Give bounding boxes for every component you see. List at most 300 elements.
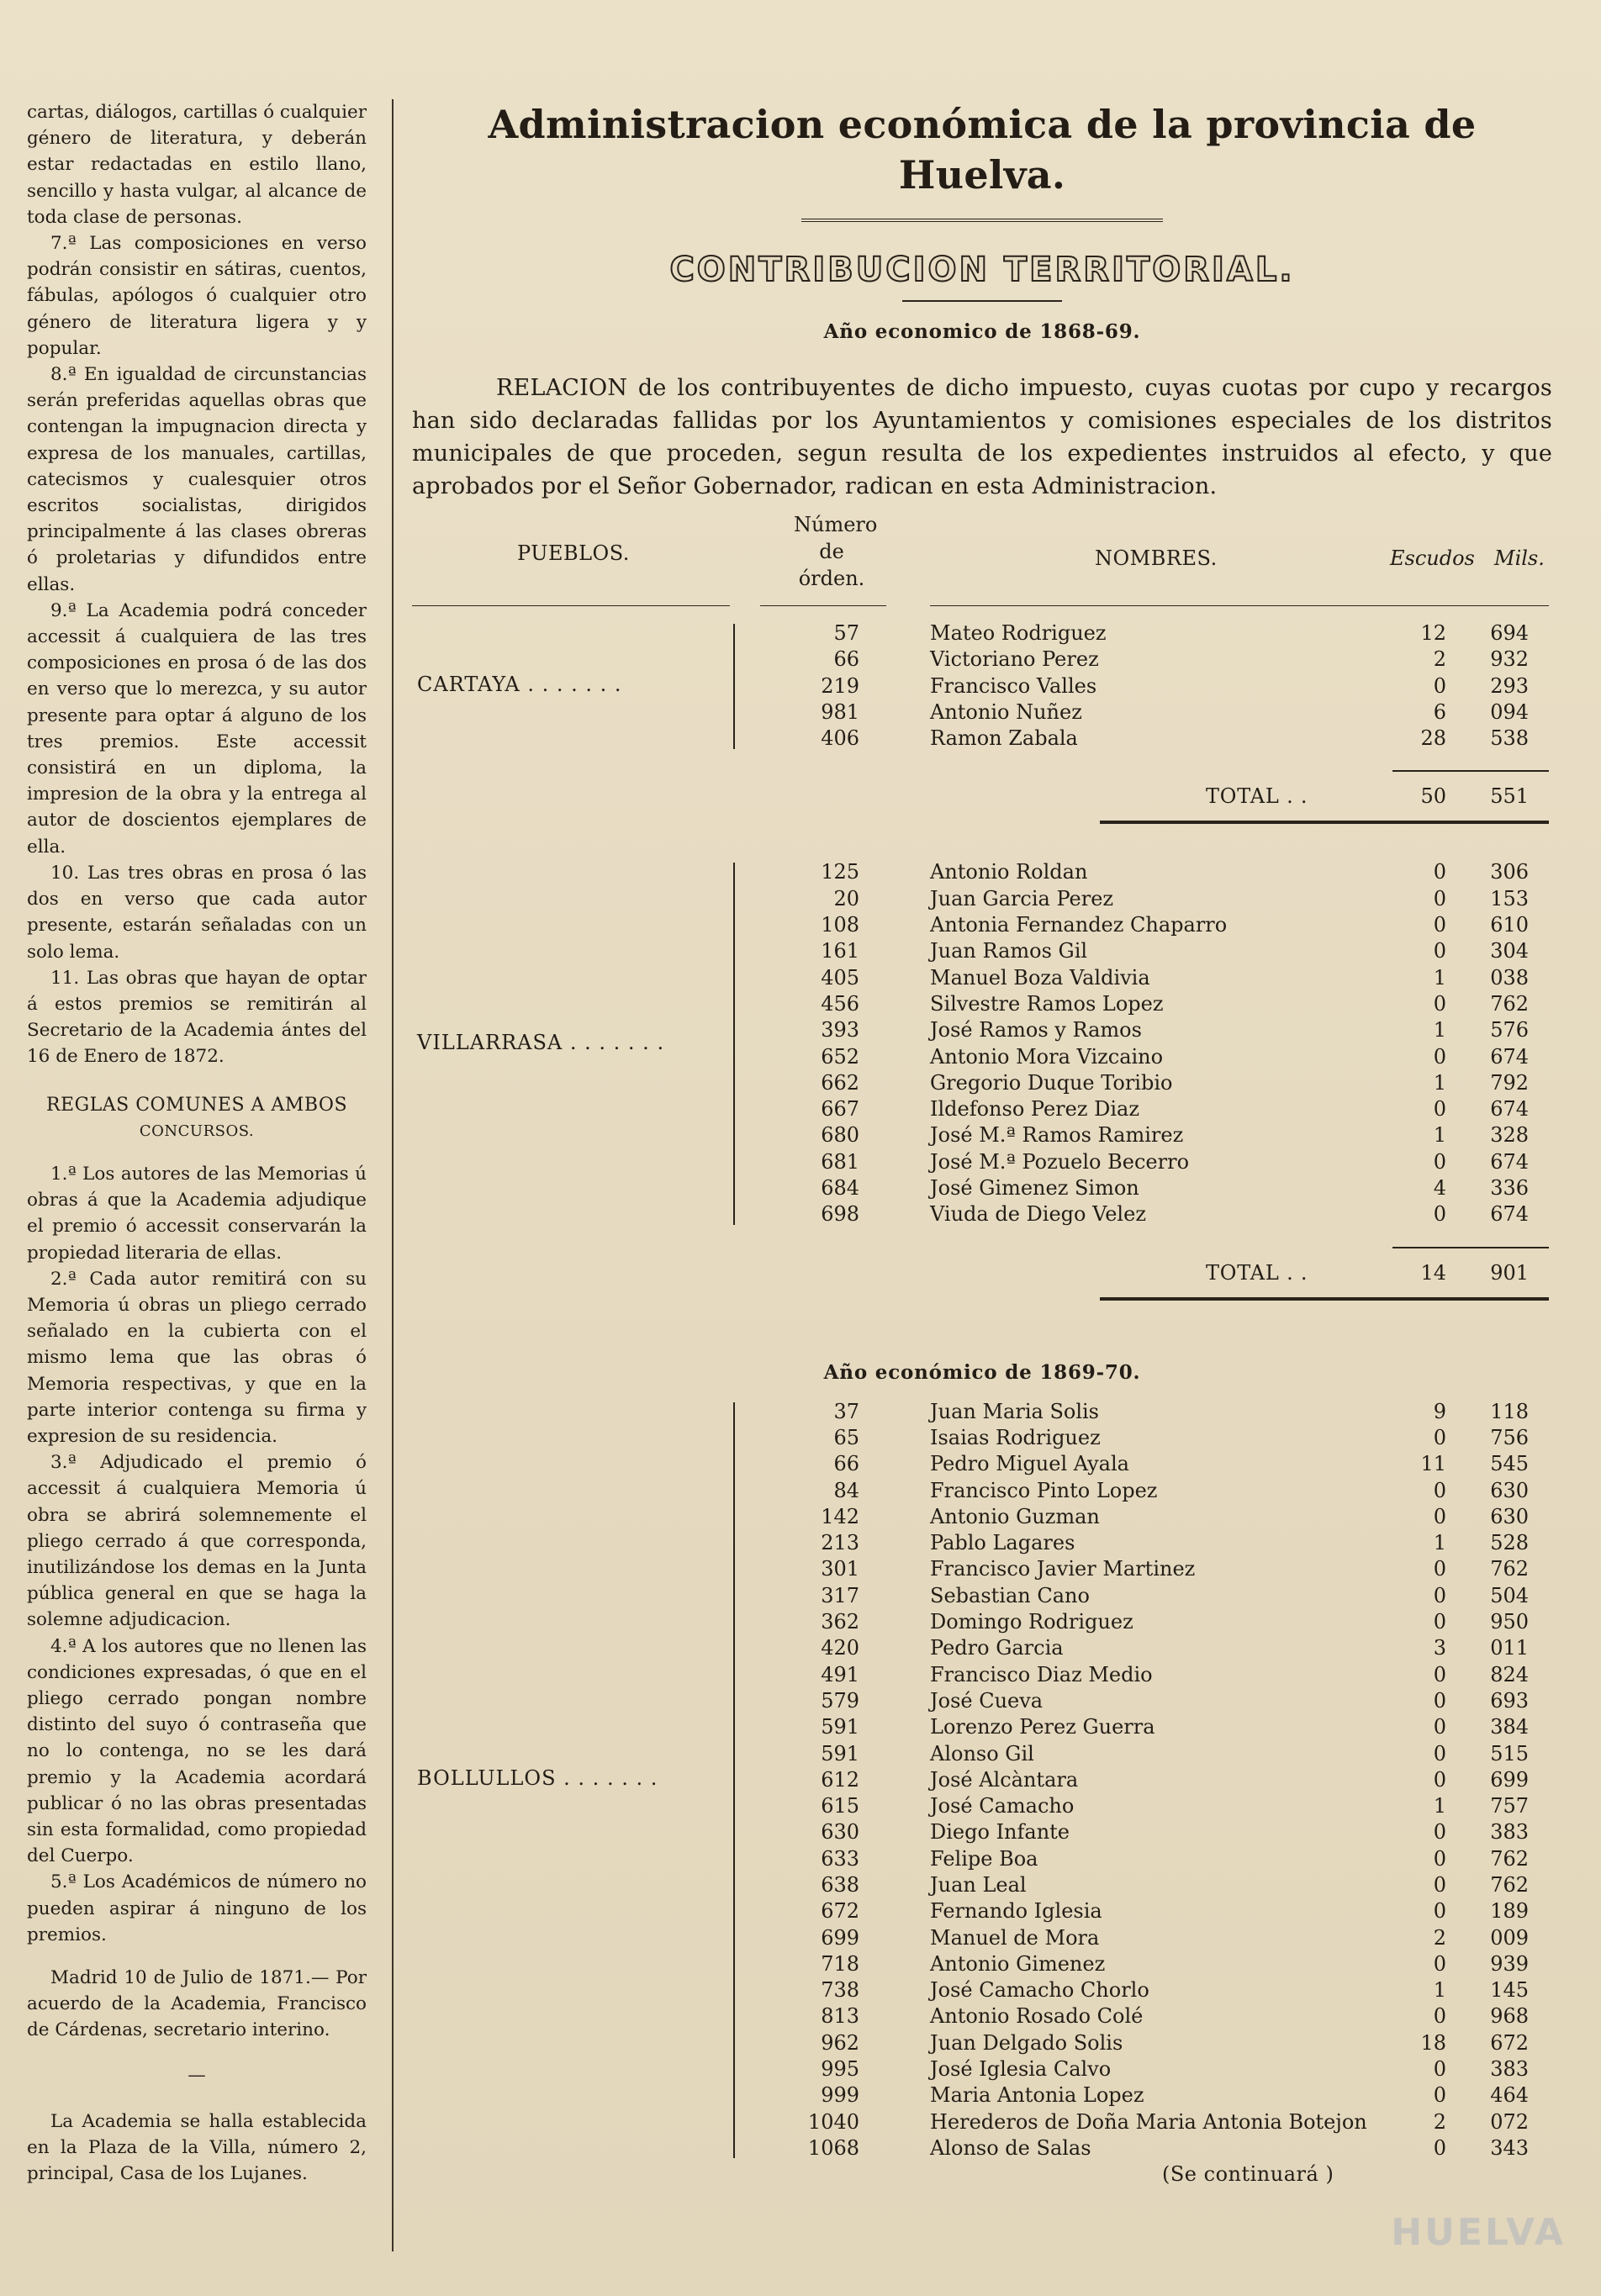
- contributor-name: Domingo Rodriguez: [930, 1610, 1133, 1634]
- escudos-value: 0: [1433, 1951, 1446, 1976]
- mils-value: 304: [1490, 939, 1529, 963]
- escudos-value: 0: [1433, 2057, 1446, 2082]
- header-rule-numero: [760, 605, 886, 606]
- group-brace: [733, 624, 735, 749]
- contributor-name: Antonio Roldan: [930, 860, 1088, 884]
- mils-value: 504: [1490, 1583, 1529, 1607]
- escudos-value: 1: [1433, 1794, 1446, 1818]
- total-label: TOTAL . .: [1206, 1260, 1308, 1285]
- mils-value: 674: [1490, 1097, 1529, 1122]
- escudos-value: 3: [1433, 1636, 1446, 1660]
- escudos-value: 0: [1433, 860, 1446, 884]
- left-paragraphs: [27, 99, 367, 1070]
- header-numero: [794, 511, 878, 592]
- mils-value: 630: [1490, 1478, 1529, 1502]
- mils-value: 189: [1490, 1899, 1529, 1924]
- order-number: 405: [821, 965, 859, 990]
- mils-value: 072: [1490, 2109, 1529, 2134]
- contributor-name: Herederos de Doña Maria Antonia Botejon: [930, 2109, 1367, 2134]
- contributor-name: Pedro Garcia: [930, 1636, 1064, 1660]
- mils-value: 694: [1490, 621, 1529, 645]
- contributor-name: Isaias Rodriguez: [930, 1425, 1101, 1449]
- header-rule-pueblos: [412, 605, 730, 606]
- order-number: 406: [821, 726, 859, 751]
- order-number: 981: [821, 699, 859, 724]
- escudos-value: 6: [1433, 699, 1446, 724]
- escudos-value: 0: [1433, 1767, 1446, 1792]
- table-row: [412, 965, 1552, 991]
- order-number: 718: [821, 1951, 859, 1976]
- contributor-name: Pablo Lagares: [930, 1531, 1075, 1555]
- table-row: [412, 1425, 1552, 1451]
- total-row: [412, 1248, 1552, 1297]
- contributor-name: Alonso de Salas: [930, 2135, 1091, 2160]
- mils-value: 515: [1490, 1741, 1529, 1766]
- mils-value: 328: [1490, 1123, 1529, 1148]
- closing-text: Madrid 10 de Julio de 1871.— Por acuerdo de la Academia, Francisco de Cárdenas, secretario interino.: [27, 1967, 367, 2041]
- contributor-name: Juan Maria Solis: [930, 1399, 1099, 1423]
- contributor-name: José Camacho: [930, 1794, 1075, 1818]
- order-number: 699: [821, 1925, 859, 1950]
- pueblo-name: VILLARRASA . . . . . . .: [417, 1030, 665, 1054]
- order-number: 362: [821, 1610, 859, 1634]
- contributor-name: Antonio Guzman: [930, 1504, 1100, 1528]
- escudos-value: 0: [1433, 1202, 1446, 1227]
- table-row: [412, 1583, 1552, 1609]
- escudos-value: 12: [1420, 621, 1446, 645]
- escudos-value: 0: [1433, 673, 1446, 698]
- rule-item-1: 1.ª Los autores de las Memorias ú obras á que la Academia adjudique el premio ó accessit conservarán la propiedad literaria de ellas.: [27, 1163, 367, 1264]
- contributor-name: Antonio Nuñez: [930, 699, 1082, 724]
- table-row: [412, 2082, 1552, 2109]
- group-brace: [733, 1402, 735, 2159]
- escudos-value: 0: [1433, 1044, 1446, 1069]
- order-number: 393: [821, 1018, 859, 1042]
- mils-value: 009: [1490, 1925, 1529, 1950]
- left-column: [27, 99, 367, 2187]
- section-title: CONTRIBUCION TERRITORIAL.: [669, 251, 1295, 289]
- table-row: [412, 699, 1552, 726]
- mils-value: 968: [1490, 2004, 1529, 2029]
- mils-value: 699: [1490, 1767, 1529, 1792]
- escudos-value: 0: [1433, 1425, 1446, 1449]
- contributor-name: Antonia Fernandez Chaparro: [930, 913, 1228, 937]
- left-paragraph-1: 7.ª Las composiciones en verso podrán consistir en sátiras, cuentos, fábulas, apólogos ó cualquier otro género de literatura ligera y y popular.: [27, 233, 367, 359]
- order-number: 591: [821, 1715, 859, 1739]
- rules-heading: REGLAS COMUNES A AMBOS: [45, 1094, 348, 1116]
- table-row: [412, 1977, 1552, 2003]
- separator-dash: —: [188, 2064, 206, 2086]
- contributor-name: Manuel de Mora: [930, 1925, 1100, 1950]
- contributor-name: Juan Delgado Solis: [930, 2030, 1123, 2055]
- mils-value: 538: [1490, 726, 1529, 751]
- escudos-value: 0: [1433, 1688, 1446, 1713]
- escudos-value: 0: [1433, 991, 1446, 1016]
- escudos-value: 0: [1433, 1149, 1446, 1174]
- order-number: 491: [821, 1662, 859, 1686]
- order-number: 962: [821, 2030, 859, 2055]
- group-rows: [412, 620, 1552, 752]
- group-rows: [412, 1399, 1552, 2162]
- contributor-name: José Alcàntara: [930, 1767, 1079, 1792]
- table-row: [412, 2109, 1552, 2135]
- mils-value: 464: [1490, 2083, 1529, 2108]
- mils-value: 383: [1490, 1820, 1529, 1845]
- order-number: 738: [821, 1978, 859, 2003]
- escudos-value: 0: [1433, 1846, 1446, 1871]
- table-row: [412, 726, 1552, 752]
- mils-value: 950: [1490, 1610, 1529, 1634]
- order-number: 638: [821, 1872, 859, 1897]
- contributor-name: Lorenzo Perez Guerra: [930, 1715, 1155, 1739]
- table-row: [412, 1070, 1552, 1096]
- mils-value: 610: [1490, 913, 1529, 937]
- order-number: 630: [821, 1820, 859, 1845]
- escudos-value: 0: [1433, 886, 1446, 910]
- archive-watermark: HUELVA: [1391, 2211, 1566, 2254]
- order-number: 684: [821, 1176, 859, 1201]
- rule-item-4: 4.ª A los autores que no llenen las condiciones expresadas, ó que en el pliego cerrado pongan nombre distinto del suyo ó contraseña que no lo contenga, no se les dará premio y la Academia acordará publicar ó no las obras presentadas sin esta formalidad, como propiedad del Cuerpo.: [27, 1635, 367, 1867]
- mils-value: 674: [1490, 1202, 1529, 1227]
- order-number: 37: [833, 1399, 859, 1423]
- mils-value: 094: [1490, 699, 1529, 724]
- table-row: [412, 1201, 1552, 1227]
- mils-value: 336: [1490, 1176, 1529, 1201]
- order-number: 681: [821, 1149, 859, 1174]
- table-row: [412, 2056, 1552, 2082]
- contributor-name: Ramon Zabala: [930, 726, 1078, 751]
- order-number: 652: [821, 1044, 859, 1069]
- escudos-value: 1: [1433, 1070, 1446, 1095]
- order-number: 615: [821, 1794, 859, 1818]
- contributor-name: Victoriano Perez: [930, 647, 1099, 672]
- mils-value: 674: [1490, 1149, 1529, 1174]
- escudos-value: 4: [1433, 1176, 1446, 1201]
- contributor-name: Ildefonso Perez Diaz: [930, 1097, 1139, 1122]
- table-row: [412, 1175, 1552, 1201]
- mils-value: 383: [1490, 2057, 1529, 2082]
- escudos-value: 1: [1433, 965, 1446, 990]
- header-mils: Mils.: [1494, 546, 1545, 570]
- order-number: 161: [821, 939, 859, 963]
- escudos-value: 2: [1433, 1925, 1446, 1950]
- order-number: 667: [821, 1097, 859, 1122]
- table-row: [412, 1793, 1552, 1819]
- total-escudos: 14: [1420, 1260, 1446, 1285]
- mils-value: 792: [1490, 1070, 1529, 1095]
- pueblo-group-cartaya: [412, 620, 1552, 859]
- left-paragraph-5: 11. Las obras que hayan de optar á estos premios se remitirán al Secretario de la Academia ántes del 16 de Enero de 1872.: [27, 967, 367, 1068]
- table-row: [412, 1609, 1552, 1635]
- contributor-name: Felipe Boa: [930, 1846, 1038, 1871]
- escudos-value: 0: [1433, 1715, 1446, 1739]
- group-brace: [733, 863, 735, 1224]
- contributor-name: Mateo Rodriguez: [930, 621, 1107, 645]
- contributor-name: Antonio Gimenez: [930, 1951, 1106, 1976]
- order-number: 1068: [807, 2135, 859, 2160]
- table-row: [412, 886, 1552, 912]
- total-mils: 901: [1490, 1260, 1529, 1285]
- table-row: [412, 1951, 1552, 1977]
- table-row: [412, 1898, 1552, 1924]
- mils-value: 011: [1490, 1636, 1529, 1660]
- table-row: [412, 2003, 1552, 2029]
- escudos-value: 0: [1433, 1504, 1446, 1528]
- escudos-value: 0: [1433, 1662, 1446, 1686]
- order-number: 662: [821, 1070, 859, 1095]
- continued-note: (Se continuará ): [1162, 2162, 1334, 2187]
- table-row: [412, 1556, 1552, 1582]
- contributor-name: Gregorio Duque Toribio: [930, 1070, 1173, 1095]
- rules-subheading: CONCURSOS.: [139, 1122, 255, 1140]
- header-numero-line2: de: [819, 540, 844, 563]
- continued-row: [412, 2161, 1552, 2188]
- table-row: [412, 991, 1552, 1017]
- mils-value: 672: [1490, 2030, 1529, 2055]
- mils-value: 674: [1490, 1044, 1529, 1069]
- page-title: Administracion económica de la provincia de Huelva.: [488, 102, 1477, 198]
- contributor-name: Alonso Gil: [930, 1741, 1034, 1766]
- mils-value: 762: [1490, 1846, 1529, 1871]
- rule-item-2: 2.ª Cada autor remitirá con su Memoria ú obras un pliego cerrado señalado en la cubierta con el mismo lema que las obras ó Memoria respectivas, y que en la parte interior contenga su firma y expresion de su residencia.: [27, 1268, 367, 1447]
- table-row: [412, 938, 1552, 964]
- fiscal-year-heading: Año economico de 1868-69.: [823, 320, 1141, 343]
- contributor-name: Antonio Mora Vizcaino: [930, 1044, 1164, 1069]
- mils-value: 932: [1490, 647, 1529, 672]
- table-row: [412, 1478, 1552, 1504]
- table-row: [412, 1925, 1552, 1951]
- mils-value: 824: [1490, 1662, 1529, 1686]
- contributor-name: Maria Antonia Lopez: [930, 2083, 1144, 2108]
- table-row: [412, 1872, 1552, 1898]
- order-number: 20: [833, 886, 859, 910]
- table-row: [412, 1846, 1552, 1872]
- table-row: [412, 1635, 1552, 1661]
- table-row: [412, 859, 1552, 885]
- header-numero-line3: órden.: [798, 567, 865, 590]
- total-label: TOTAL . .: [1206, 784, 1308, 809]
- escudos-value: 0: [1433, 1097, 1446, 1122]
- rules-list: [27, 1161, 367, 1948]
- mils-value: 145: [1490, 1978, 1529, 2003]
- order-number: 633: [821, 1846, 859, 1871]
- order-number: 108: [821, 913, 859, 937]
- column-divider: [392, 99, 394, 2251]
- contributor-name: Juan Leal: [930, 1872, 1027, 1897]
- left-paragraph-4: 10. Las tres obras en prosa ó las dos en verso que cada autor presente, estarán señaladas con un solo lema.: [27, 862, 367, 963]
- contributor-name: Juan Garcia Perez: [930, 886, 1114, 910]
- contributor-name: Manuel Boza Valdivia: [930, 965, 1150, 990]
- table-row: [412, 912, 1552, 938]
- contributor-name: Francisco Pinto Lopez: [930, 1478, 1158, 1502]
- order-number: 301: [821, 1557, 859, 1581]
- table-row: [412, 1662, 1552, 1688]
- escudos-value: 2: [1433, 647, 1446, 672]
- escudos-value: 1: [1433, 1123, 1446, 1148]
- table-row: [412, 1688, 1552, 1714]
- header-rule-nombres: [930, 605, 1549, 606]
- escudos-value: 0: [1433, 2004, 1446, 2029]
- escudos-value: 9: [1433, 1399, 1446, 1423]
- table-row: [412, 1096, 1552, 1122]
- mils-value: 118: [1490, 1399, 1529, 1423]
- contributor-name: Francisco Valles: [930, 673, 1097, 698]
- mils-value: 762: [1490, 991, 1529, 1016]
- rule-item-3: 3.ª Adjudicado el premio ó accessit á cualquiera Memoria ú obra se abrirá solemnemente el pliego cerrado á que corresponda, inutilizándose los demas en la Junta pública general en que se haga la solemne adjudicacion.: [27, 1452, 367, 1631]
- table-row: [412, 1504, 1552, 1530]
- intro-paragraph: RELACION de los contribuyentes de dicho impuesto, cuyas cuotas por cupo y recargos han sido declaradas fallidas por los Ayuntamientos y comisiones especiales de los distritos municipales de que proceden, segun resulta de los expedientes instruidos al efecto, y que aprobados por el Señor Gobernador, radican en esta Administracion.: [412, 375, 1552, 499]
- mils-value: 693: [1490, 1688, 1529, 1713]
- contributor-name: Juan Ramos Gil: [930, 939, 1088, 963]
- table-row: [412, 2030, 1552, 2056]
- order-number: 66: [833, 647, 859, 672]
- contributor-name: Antonio Rosado Colé: [930, 2004, 1144, 2029]
- contributor-name: Francisco Diaz Medio: [930, 1662, 1153, 1686]
- order-number: 999: [821, 2083, 859, 2108]
- escudos-value: 2: [1433, 2109, 1446, 2134]
- group-rows: [412, 859, 1552, 1227]
- order-number: 125: [821, 860, 859, 884]
- contributor-name: Silvestre Ramos Lopez: [930, 991, 1164, 1016]
- mils-value: 939: [1490, 1951, 1529, 1976]
- contributor-name: José Cueva: [930, 1688, 1044, 1713]
- table-row: [412, 1451, 1552, 1477]
- escudos-value: 0: [1433, 1610, 1446, 1634]
- order-number: 698: [821, 1202, 859, 1227]
- contributor-name: José M.ª Ramos Ramirez: [930, 1123, 1184, 1148]
- order-number: 680: [821, 1123, 859, 1148]
- escudos-value: 1: [1433, 1018, 1446, 1042]
- pueblo-group-villarrasa: [412, 859, 1552, 1335]
- pueblo-name: CARTAYA . . . . . . .: [417, 673, 622, 697]
- escudos-value: 0: [1433, 1583, 1446, 1607]
- table-group-1869: [412, 1399, 1552, 2188]
- academy-note: La Academia se halla establecida en la Plaza de la Villa, número 2, principal, Casa de los Lujanes.: [27, 2110, 367, 2185]
- header-nombres: NOMBRES.: [1095, 546, 1218, 570]
- contributor-name: José M.ª Pozuelo Becerro: [930, 1149, 1190, 1174]
- order-number: 219: [821, 673, 859, 698]
- header-pueblos: PUEBLOS.: [517, 541, 630, 565]
- table-row: [412, 1530, 1552, 1556]
- order-number: 813: [821, 2004, 859, 2029]
- contributor-name: Pedro Miguel Ayala: [930, 1452, 1129, 1476]
- escudos-value: 28: [1420, 726, 1446, 751]
- order-number: 1040: [807, 2109, 859, 2134]
- contributor-name: Fernando Iglesia: [930, 1899, 1102, 1924]
- mils-value: 762: [1490, 1557, 1529, 1581]
- mils-value: 038: [1490, 965, 1529, 990]
- contributor-name: Diego Infante: [930, 1820, 1070, 1845]
- table-row: [412, 647, 1552, 673]
- left-paragraph-2: 8.ª En igualdad de circunstancias serán preferidas aquellas obras que contengan la impugnacion directa y expresa de los manuales, cartillas, catecismos y cualesquier otros escritos socialistas, dirigidos principalmente á las clases obreras ó proletarias y difundidos entre ellas.: [27, 364, 367, 595]
- order-number: 84: [833, 1478, 859, 1502]
- escudos-value: 11: [1420, 1452, 1446, 1476]
- contributor-name: José Gimenez Simon: [930, 1176, 1139, 1201]
- mils-value: 343: [1490, 2135, 1529, 2160]
- left-paragraph-0: cartas, diálogos, cartillas ó cualquier género de literatura, y deberán estar redactadas en estilo llano, sencillo y hasta vulgar, al alcance de toda clase de personas.: [27, 102, 367, 228]
- header-numero-line1: Número: [794, 513, 878, 536]
- order-number: 317: [821, 1583, 859, 1607]
- escudos-value: 0: [1433, 1899, 1446, 1924]
- escudos-value: 1: [1433, 1978, 1446, 2003]
- table-groups-1868: [412, 620, 1552, 1336]
- order-number: 66: [833, 1452, 859, 1476]
- order-number: 65: [833, 1425, 859, 1449]
- escudos-value: 0: [1433, 1820, 1446, 1845]
- order-number: 995: [821, 2057, 859, 2082]
- left-paragraph-3: 9.ª La Academia podrá conceder accessit á cualquiera de las tres composiciones en prosa ó de las dos en verso que lo merezca, y su autor presente para optar á alguno de los tres premios. Este accessit consistirá en un diploma, la impresion de la obra y la entrega al autor de doscientos ejemplares de ella.: [27, 599, 367, 858]
- ornament-rule: [902, 300, 1062, 302]
- table-row: [412, 1149, 1552, 1175]
- escudos-value: 0: [1433, 1557, 1446, 1581]
- mils-value: 306: [1490, 860, 1529, 884]
- table-row: [412, 1819, 1552, 1845]
- mils-value: 757: [1490, 1794, 1529, 1818]
- escudos-value: 0: [1433, 2135, 1446, 2160]
- contributor-name: Sebastian Cano: [930, 1583, 1090, 1607]
- table-row: [412, 2135, 1552, 2161]
- order-number: 57: [833, 621, 859, 645]
- mils-value: 756: [1490, 1425, 1529, 1449]
- order-number: 213: [821, 1531, 859, 1555]
- mils-value: 762: [1490, 1872, 1529, 1897]
- order-number: 612: [821, 1767, 859, 1792]
- total-row: [412, 772, 1552, 821]
- escudos-value: 0: [1433, 939, 1446, 963]
- order-number: 456: [821, 991, 859, 1016]
- header-escudos: Escudos: [1390, 546, 1475, 570]
- contributor-name: José Iglesia Calvo: [930, 2057, 1112, 2082]
- contributor-name: José Ramos y Ramos: [930, 1018, 1142, 1042]
- order-number: 579: [821, 1688, 859, 1713]
- total-escudos: 50: [1420, 784, 1446, 809]
- table-row: [412, 1122, 1552, 1148]
- pueblo-group-bollullos: [412, 1399, 1552, 2162]
- contributor-name: Francisco Javier Martinez: [930, 1557, 1196, 1581]
- escudos-value: 1: [1433, 1531, 1446, 1555]
- mils-value: 384: [1490, 1715, 1529, 1739]
- order-number: 420: [821, 1636, 859, 1660]
- rule-item-5: 5.ª Los Académicos de número no pueden aspirar á ninguno de los premios.: [27, 1871, 367, 1945]
- table-header: [412, 511, 1552, 620]
- escudos-value: 0: [1433, 1872, 1446, 1897]
- mils-value: 528: [1490, 1531, 1529, 1555]
- order-number: 591: [821, 1741, 859, 1766]
- group-spacer: [412, 824, 1552, 859]
- order-number: 142: [821, 1504, 859, 1528]
- group-spacer: [412, 1301, 1552, 1336]
- table-row: [412, 1714, 1552, 1740]
- contributor-name: José Camacho Chorlo: [930, 1978, 1149, 2003]
- pueblo-name: BOLLULLOS . . . . . . .: [417, 1766, 658, 1791]
- mils-value: 630: [1490, 1504, 1529, 1528]
- table-row: [412, 1741, 1552, 1767]
- table-row: [412, 620, 1552, 647]
- right-column: [412, 99, 1552, 2188]
- escudos-value: 0: [1433, 913, 1446, 937]
- contributor-name: Viuda de Diego Velez: [930, 1202, 1146, 1227]
- mils-value: 545: [1490, 1452, 1529, 1476]
- escudos-value: 0: [1433, 1478, 1446, 1502]
- mils-value: 153: [1490, 886, 1529, 910]
- mils-value: 293: [1490, 673, 1529, 698]
- escudos-value: 0: [1433, 2083, 1446, 2108]
- title-rule: [801, 219, 1163, 224]
- fiscal-year-heading-2: Año económico de 1869-70.: [823, 1360, 1141, 1384]
- mils-value: 576: [1490, 1018, 1529, 1042]
- table-row: [412, 1399, 1552, 1425]
- total-mils: 551: [1490, 784, 1529, 809]
